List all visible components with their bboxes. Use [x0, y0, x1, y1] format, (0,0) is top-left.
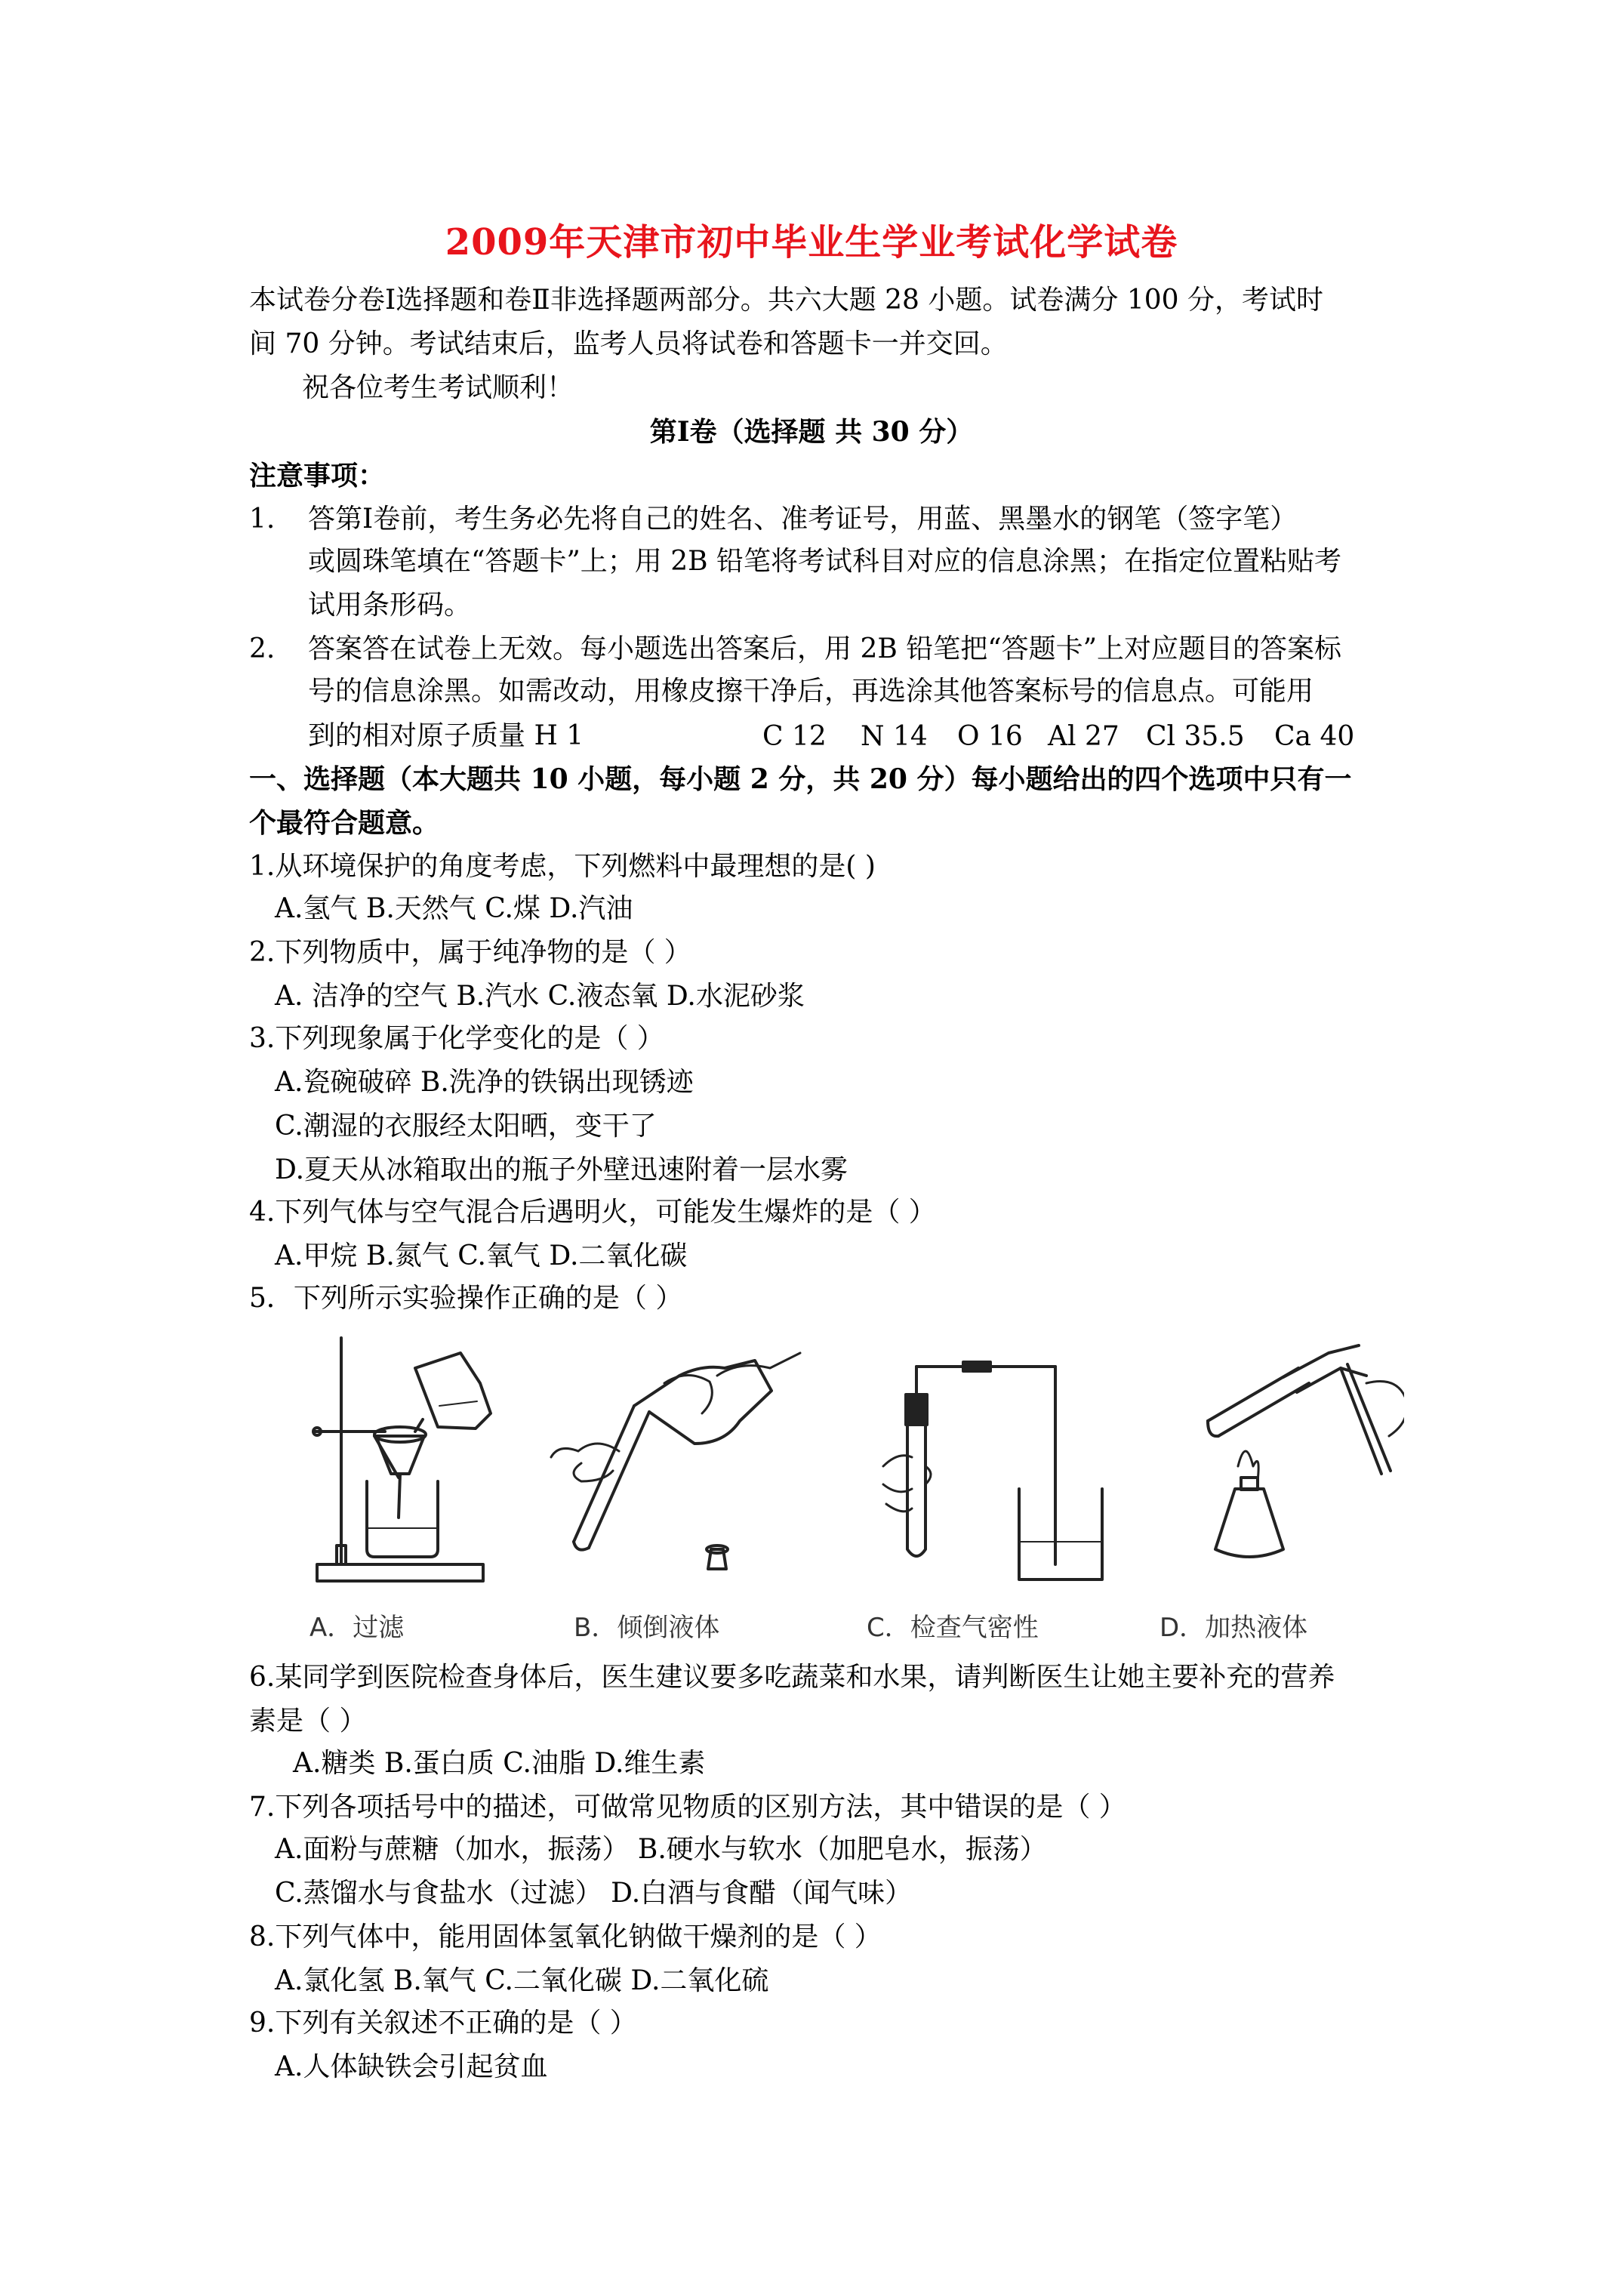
- notice-item-1-line-2: 或圆珠笔填在“答题卡”上；用 2B 铅笔将考试科目对应的信息涂黑；在指定位置粘贴考: [308, 546, 1342, 577]
- question-8-options: A.氯化氢 B.氧气 C.二氧化碳 D.二氧化硫: [275, 1965, 769, 1996]
- figure-label-a: A．过滤: [310, 1613, 405, 1643]
- question-2-options: A. 洁净的空气 B.汽水 C.液态氧 D.水泥砂浆: [275, 981, 805, 1012]
- question-8-stem: 8.下列气体中，能用固体氢氧化钠做干燥剂的是（ ）: [249, 1922, 882, 1952]
- notice-item-2-line-1: 答案答在试卷上无效。每小题选出答案后，用 2B 铅笔把“答题卡”上对应题目的答案标: [308, 633, 1342, 664]
- figure-label-d: D．加热液体: [1160, 1613, 1308, 1643]
- intro-line-2: 间 70 分钟。考试结束后，监考人员将试卷和答题卡一并交回。: [249, 328, 1008, 359]
- notice-item-1-number: 1.: [249, 504, 276, 535]
- volume-title: 第Ⅰ卷（选择题 共 30 分）: [649, 416, 974, 448]
- question-2-stem: 2.下列物质中，属于纯净物的是（ ）: [249, 937, 691, 968]
- notice-item-1-line-3: 试用条形码。: [308, 590, 472, 621]
- filtration-apparatus-icon: [313, 1338, 491, 1581]
- pour-liquid-apparatus-icon: [551, 1353, 800, 1569]
- notice-item-2: [249, 634, 1341, 664]
- atomic-mass-al: Al 27: [1048, 721, 1119, 752]
- notice-item-2-line-3: 到的相对原子质量 H 1: [308, 720, 584, 751]
- notice-item-2-line-2: 号的信息涂黑。如需改动，用橡皮擦干净后，再选涂其他答案标号的信息点。可能用: [308, 676, 1314, 707]
- question-9-stem: 9.下列有关叙述不正确的是（ ）: [249, 2008, 637, 2039]
- lab-operations-figure: [302, 1323, 1404, 1595]
- question-9-option-a: A.人体缺铁会引起贫血: [275, 2051, 548, 2082]
- question-1-stem: 1.从环境保护的角度考虑，下列燃料中最理想的是( ): [249, 851, 876, 882]
- atomic-mass-o: O 16: [957, 721, 1023, 752]
- figure-label-b: B．倾倒液体: [574, 1613, 720, 1643]
- notice-heading: 注意事项：: [249, 460, 386, 492]
- atomic-mass-cl: Cl 35.5: [1146, 721, 1245, 752]
- question-6-line-1: 6.某同学到医院检查身体后，医生建议要多吃蔬菜和水果，请判断医生让她主要补充的营养: [249, 1662, 1335, 1693]
- question-3-stem: 3.下列现象属于化学变化的是（ ）: [249, 1023, 664, 1054]
- question-6-line-2: 素是（ ）: [249, 1706, 367, 1737]
- notice-item-1-line-1: 答第Ⅰ卷前，考生务必先将自己的姓名、准考证号，用蓝、黑墨水的钢笔（签字笔）: [308, 504, 1298, 535]
- question-5-stem: 5．下列所示实验操作正确的是（ ）: [249, 1283, 683, 1314]
- question-4-stem: 4.下列气体与空气混合后遇明火，可能发生爆炸的是（ ）: [249, 1197, 936, 1228]
- figure-label-c: C．检查气密性: [867, 1613, 1039, 1643]
- heat-liquid-apparatus-icon: [1208, 1345, 1404, 1557]
- section1-heading-line-1: 一、选择题（本大题共 10 小题，每小题 2 分，共 20 分）每小题给出的四个选项中只有一: [249, 763, 1352, 795]
- airtightness-check-apparatus-icon: [883, 1362, 1102, 1579]
- question-7-stem: 7.下列各项括号中的描述，可做常见物质的区别方法，其中错误的是（ ）: [249, 1792, 1126, 1823]
- atomic-mass-c: C 12: [762, 721, 827, 752]
- question-7-options-cd: C.蒸馏水与食盐水（过滤） D.白酒与食醋（闻气味）: [275, 1878, 913, 1909]
- notice-item-1: [249, 504, 1297, 535]
- question-3-option-c: C.潮湿的衣服经太阳晒，变干了: [275, 1111, 657, 1142]
- question-4-options: A.甲烷 B.氮气 C.氧气 D.二氧化碳: [275, 1240, 688, 1271]
- question-7-options-ab: A.面粉与蔗糖（加水，振荡） B.硬水与软水（加肥皂水，振荡）: [275, 1834, 1047, 1865]
- question-3-options-ab: A.瓷碗破碎 B.洗净的铁锅出现锈迹: [275, 1067, 694, 1098]
- question-1-options: A.氢气 B.天然气 C.煤 D.汽油: [275, 893, 633, 924]
- question-6-options: A.糖类 B.蛋白质 C.油脂 D.维生素: [293, 1748, 706, 1779]
- intro-wish: 祝各位考生考试顺利！: [302, 372, 574, 403]
- question-3-option-d: D.夏天从冰箱取出的瓶子外壁迅速附着一层水雾: [275, 1154, 848, 1185]
- notice-item-2-number: 2.: [249, 633, 276, 664]
- section1-heading-line-2: 个最符合题意。: [249, 807, 440, 839]
- exam-title: 2009年天津市初中毕业生学业考试化学试卷: [445, 221, 1178, 264]
- atomic-mass-ca: Ca 40: [1274, 721, 1355, 752]
- intro-line-1: 本试卷分卷Ⅰ选择题和卷Ⅱ非选择题两部分。共六大题 28 小题。试卷满分 100 分，考试时: [249, 285, 1323, 316]
- atomic-mass-n: N 14: [861, 721, 928, 752]
